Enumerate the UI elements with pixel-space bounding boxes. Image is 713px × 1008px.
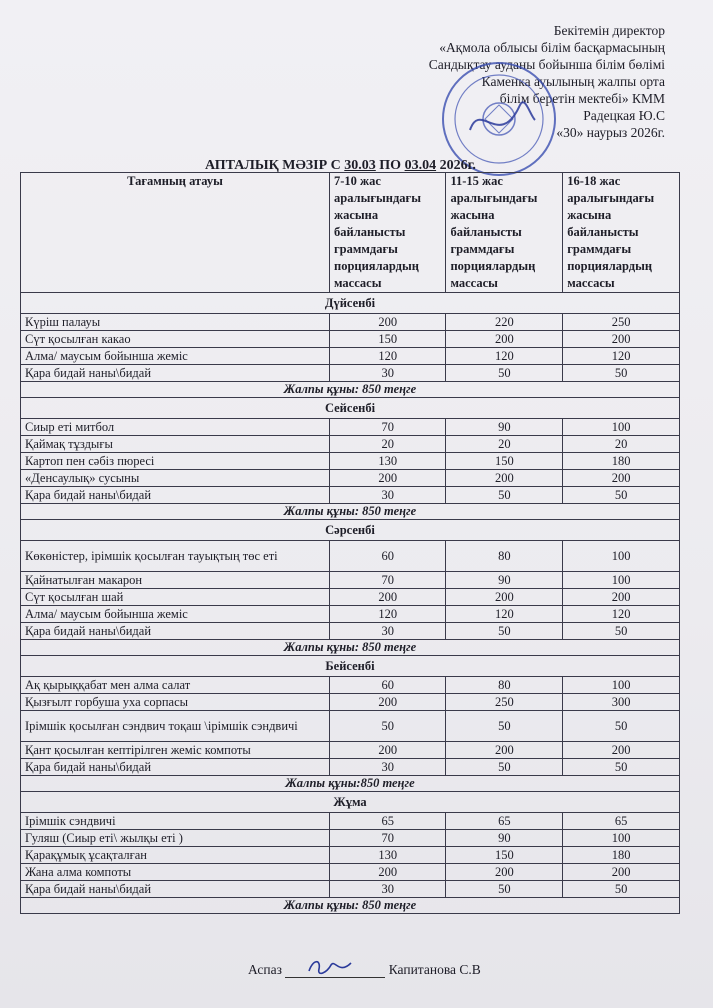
table-row [21,711,680,742]
approval-line: Сандықтау ауданы бойынша білім бөлімі [428,57,665,72]
total-row [21,776,680,792]
portion-7-10: 30 [330,365,446,382]
portion-16-18: 100 [563,419,680,436]
portion-11-15: 250 [446,694,563,711]
signature-line [285,963,385,978]
dish-name: Сүт қосылған какао [21,331,330,348]
portion-11-15: 220 [446,314,563,331]
portion-7-10: 150 [330,331,446,348]
portion-7-10: 20 [330,436,446,453]
title-mid: ПО [379,158,402,173]
day-total-cost: Жалпы құны: 850 теңге [21,640,680,656]
table-row [21,759,680,776]
dish-name: Қара бидай наны\бидай [21,881,330,898]
table-header-row [21,173,680,293]
portion-7-10: 130 [330,453,446,470]
dish-name: Күріш палауы [21,314,330,331]
column-header-age-7-10: 7-10 жас аралығындағы жасына байланысты граммдағы порциялардың массасы [330,173,446,293]
portion-16-18: 50 [563,623,680,640]
portion-11-15: 90 [446,830,563,847]
portion-11-15: 90 [446,572,563,589]
title-year: 2026г. [439,158,476,173]
portion-11-15: 150 [446,453,563,470]
portion-7-10: 120 [330,606,446,623]
dish-name: Қара бидай наны\бидай [21,759,330,776]
portion-11-15: 120 [446,348,563,365]
portion-7-10: 200 [330,470,446,487]
day-total-cost: Жалпы құны: 850 теңге [21,898,680,914]
portion-7-10: 65 [330,813,446,830]
portion-16-18: 50 [563,365,680,382]
portion-16-18: 200 [563,470,680,487]
day-row [21,656,680,677]
dish-name: Қара бидай наны\бидай [21,487,330,504]
portion-7-10: 30 [330,881,446,898]
portion-11-15: 50 [446,759,563,776]
portion-11-15: 50 [446,365,563,382]
column-header-age-11-15: 11-15 жас аралығындағы жасына байланысты граммдағы порциялардың массасы [446,173,563,293]
approval-line: Каменка ауылының жалпы орта [481,74,665,89]
day-name: Сәрсенбі [21,520,680,541]
dish-name: Қара бидай наны\бидай [21,623,330,640]
approval-line: «Ақмола облысы білім басқармасының [439,40,665,55]
dish-name: Қызғылт горбуша уха сорпасы [21,694,330,711]
portion-11-15: 80 [446,541,563,572]
dish-name: Қаймақ тұздығы [21,436,330,453]
portion-11-15: 200 [446,589,563,606]
day-row [21,293,680,314]
signature-icon [305,955,355,979]
menu-table-body [21,293,680,914]
cook-name: Капитанова С.В [388,962,481,977]
portion-16-18: 200 [563,742,680,759]
portion-16-18: 65 [563,813,680,830]
cook-role: Аспаз [248,962,282,977]
portion-16-18: 120 [563,348,680,365]
portion-16-18: 100 [563,541,680,572]
portion-11-15: 120 [446,606,563,623]
day-total-cost: Жалпы құны: 850 теңге [21,504,680,520]
portion-7-10: 30 [330,623,446,640]
table-row [21,348,680,365]
day-name: Бейсенбі [21,656,680,677]
portion-11-15: 20 [446,436,563,453]
portion-16-18: 300 [563,694,680,711]
dish-name: Ірімшік сэндвичі [21,813,330,830]
portion-7-10: 70 [330,830,446,847]
portion-7-10: 60 [330,677,446,694]
dish-name: Ақ қырыққабат мен алма салат [21,677,330,694]
portion-16-18: 50 [563,759,680,776]
table-row [21,453,680,470]
dish-name: Қарақұмық ұсақталған [21,847,330,864]
portion-7-10: 200 [330,742,446,759]
total-row [21,898,680,914]
table-row [21,864,680,881]
table-row [21,847,680,864]
portion-11-15: 50 [446,623,563,640]
portion-11-15: 90 [446,419,563,436]
portion-16-18: 180 [563,847,680,864]
dish-name: Алма/ маусым бойынша жеміс [21,606,330,623]
dish-name: Қайнатылған макарон [21,572,330,589]
table-row [21,677,680,694]
dish-name: Қант қосылған кептірілген жеміс компоты [21,742,330,759]
column-header-age-16-18: 16-18 жас аралығындағы жасына байланысты граммдағы порциялардың массасы [563,173,680,293]
portion-16-18: 200 [563,331,680,348]
portion-16-18: 100 [563,677,680,694]
portion-7-10: 200 [330,589,446,606]
portion-16-18: 100 [563,830,680,847]
portion-16-18: 200 [563,589,680,606]
dish-name: Алма/ маусым бойынша жеміс [21,348,330,365]
portion-16-18: 20 [563,436,680,453]
portion-16-18: 200 [563,864,680,881]
dish-name: Картоп пен сәбіз пюресі [21,453,330,470]
portion-7-10: 130 [330,847,446,864]
portion-7-10: 120 [330,348,446,365]
table-row [21,541,680,572]
portion-16-18: 180 [563,453,680,470]
dish-name: Қара бидай наны\бидай [21,365,330,382]
day-total-cost: Жалпы құны:850 теңге [21,776,680,792]
day-name: Дүйсенбі [21,293,680,314]
portion-11-15: 80 [446,677,563,694]
portion-7-10: 200 [330,314,446,331]
portion-7-10: 70 [330,572,446,589]
cook-signature-line [248,962,481,978]
dish-name: Сиыр еті митбол [21,419,330,436]
portion-7-10: 50 [330,711,446,742]
approval-line: Радецкая Ю.С [583,108,665,123]
portion-11-15: 50 [446,711,563,742]
portion-11-15: 65 [446,813,563,830]
portion-7-10: 30 [330,487,446,504]
table-row [21,314,680,331]
day-row [21,792,680,813]
portion-7-10: 30 [330,759,446,776]
portion-16-18: 50 [563,711,680,742]
portion-16-18: 250 [563,314,680,331]
title-date-to: 03.04 [404,158,437,173]
dish-name: Гуляш (Сиыр еті\ жылқы еті ) [21,830,330,847]
table-row [21,487,680,504]
portion-7-10: 70 [330,419,446,436]
table-row [21,623,680,640]
table-row [21,331,680,348]
table-row [21,470,680,487]
portion-16-18: 120 [563,606,680,623]
table-row [21,572,680,589]
portion-16-18: 100 [563,572,680,589]
table-row [21,742,680,759]
day-row [21,520,680,541]
dish-name: Сүт қосылған шай [21,589,330,606]
title-date-from: 30.03 [344,158,376,173]
dish-name: Көкөністер, ірімшік қосылған тауықтың төс еті [21,541,330,572]
total-row [21,382,680,398]
title-prefix: АПТАЛЫҚ МӘЗІР С [205,158,341,173]
table-row [21,694,680,711]
portion-11-15: 50 [446,487,563,504]
portion-11-15: 200 [446,742,563,759]
portion-7-10: 200 [330,694,446,711]
approval-line: «30» наурыз 2026г. [556,125,665,140]
day-total-cost: Жалпы құны: 850 теңге [21,382,680,398]
table-row [21,589,680,606]
portion-11-15: 150 [446,847,563,864]
table-row [21,606,680,623]
table-row [21,419,680,436]
portion-16-18: 50 [563,487,680,504]
day-name: Жұма [21,792,680,813]
portion-11-15: 50 [446,881,563,898]
table-row [21,830,680,847]
dish-name: Жана алма компоты [21,864,330,881]
table-row [21,881,680,898]
portion-16-18: 50 [563,881,680,898]
portion-11-15: 200 [446,864,563,881]
portion-11-15: 200 [446,470,563,487]
dish-name: Ірімшік қосылған сэндвич тоқаш \ірімшік сэндвичі [21,711,330,742]
table-row [21,436,680,453]
day-row [21,398,680,419]
menu-table [20,172,680,914]
day-name: Сейсенбі [21,398,680,419]
total-row [21,504,680,520]
approval-line: білім беретін мектебі» КММ [499,91,665,106]
portion-7-10: 60 [330,541,446,572]
table-row [21,365,680,382]
table-row [21,813,680,830]
portion-7-10: 200 [330,864,446,881]
total-row [21,640,680,656]
dish-name: «Денсаулық» сусыны [21,470,330,487]
column-header-dish: Тағамның атауы [21,173,330,293]
portion-11-15: 200 [446,331,563,348]
approval-line: Бекітемін директор [553,23,665,38]
